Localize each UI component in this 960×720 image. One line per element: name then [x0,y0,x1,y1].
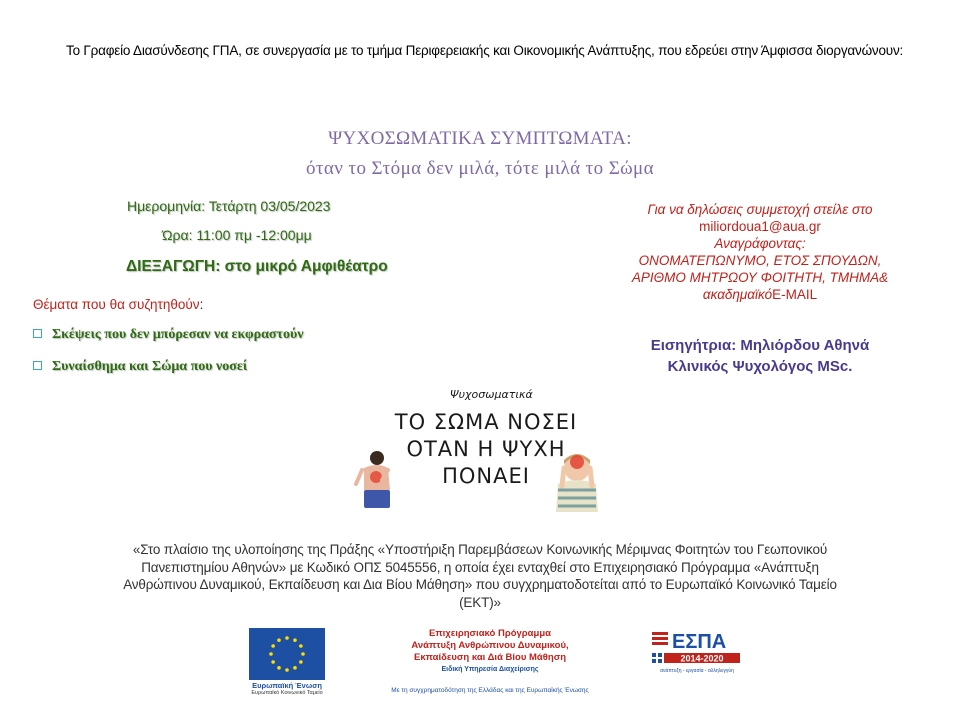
eu-star-icon [285,668,289,672]
eu-star-icon [293,638,297,642]
event-date: Ημερομηνία: Τετάρτη 03/05/2023 [127,198,331,214]
event-venue: ΔΙΕΞΑΓΩΓΗ: στο μικρό Αμφιθέατρο [126,258,388,275]
topic-item: Σκέψεις που δεν μπόρεσαν να εκφραστούν [33,327,304,343]
illustration-line: ΤΟ ΣΩΜΑ ΝΟΣΕΙ [394,410,578,434]
eu-star-icon [299,660,303,664]
eu-star-icon [277,638,281,642]
illustration-line: ΟΤΑΝ Η ΨΥΧΗ [406,437,566,461]
eu-star-icon [271,644,275,648]
event-title: ΨΥΧΟΣΩΜΑΤΙΚΑ ΣΥΜΠΤΩΜΑΤΑ: [328,128,632,149]
eu-logo-caption: Ευρωπαϊκή Ένωση Ευρωπαϊκό Κοινωνικό Ταμείο [251,681,323,696]
eu-star-icon [285,636,289,640]
event-subtitle: όταν το Στόμα δεν μιλά, τότε μιλά το Σώμα [306,158,654,179]
headache-person-icon [546,450,608,512]
eu-star-icon [271,660,275,664]
registration-line: ακαδημαϊκόE-MAIL [702,287,818,302]
intro-text: Το Γραφείο Διασύνδεσης ΓΠΑ, σε συνεργασία με το τμήμα Περιφερειακής και Οικονομικής Ανάπτυξης, που εδρεύει στην Άμφισσα διοργανώνουν: [66,43,904,58]
operational-programme-logo: Επιχειρησιακό Πρόγραμμα Ανάπτυξη Ανθρώπινου Δυναμικού, Εκπαίδευση και Διά Βίου Μάθηση Ειδική Υπηρεσία Διαχείρισης Με τη συγχρηματοδότηση της Ελλάδας και της Ευρωπαϊκής Ένωσης [391,628,589,694]
registration-line: ΟΝΟΜΑΤΕΠΩΝΥΜΟ, ΕΤΟΣ ΣΠΟΥΔΩΝ, [638,253,882,268]
speaker-name: Εισηγήτρια: Μηλιόρδου Αθηνά [650,337,870,354]
registration-info [600,201,920,303]
eu-star-icon [301,652,305,656]
eu-flag-icon [249,628,325,680]
checkbox-bullet-icon [33,361,42,370]
espa-logo-icon [650,628,745,678]
espa-years: 2014-2020 [680,653,724,664]
psychosomatic-illustration [350,380,610,530]
eu-star-icon [293,666,297,670]
espa-tagline: ανάπτυξη - εργασία - αλληλεγγύη [660,668,734,674]
speaker-title: Κλινικός Ψυχολόγος MSc. [667,358,853,375]
eu-star-icon [277,666,281,670]
funding-statement: «Στο πλαίσιο της υλοποίησης της Πράξης «Υποστήριξη Παρεμβάσεων Κοινωνικής Μέριμνας Φοιτητών του Γεωπονικού Πανεπιστημίου Αθηνών» με Κωδικό ΟΠΣ 5045556, η οποία έχει ενταχθεί στο Επιχειρησιακό Πρόγραμμα «Ανάπτυξη Ανθρώπινου Δυναμικού, Εκπαίδευση και Δια Βίου Μάθηση» που συγχρηματοδοτείται από το Ευρωπαϊκό Κοινωνικό Ταμείο (ΕΚΤ)» [123,542,837,610]
registration-line: Αναγράφοντας: [714,236,806,251]
espa-title: ΕΣΠΑ [672,631,727,653]
eu-star-icon [299,644,303,648]
registration-line: ΑΡΙΘΜΟ ΜΗΤΡΩΟΥ ΦΟΙΤΗΤΗ, ΤΜΗΜΑ& [631,270,889,285]
registration-line: Για να δηλώσεις συμμετοχή στείλε στο [647,202,873,217]
speaker-info [600,335,920,377]
registration-email[interactable]: miliordoua1@aua.gr [699,219,821,234]
back-pain-person-icon [350,450,400,512]
eu-star-icon [269,652,273,656]
topic-item: Συναίσθημα και Σώμα που νοσεί [33,359,247,375]
topics-heading: Θέματα που θα συζητηθούν: [33,297,204,312]
illustration-line: ΠΟΝΑΕΙ [442,464,530,488]
event-time: Ώρα: 11:00 πμ -12:00μμ [162,227,312,243]
checkbox-bullet-icon [33,329,42,338]
illustration-caption: Ψυχοσωματικά [450,388,533,401]
